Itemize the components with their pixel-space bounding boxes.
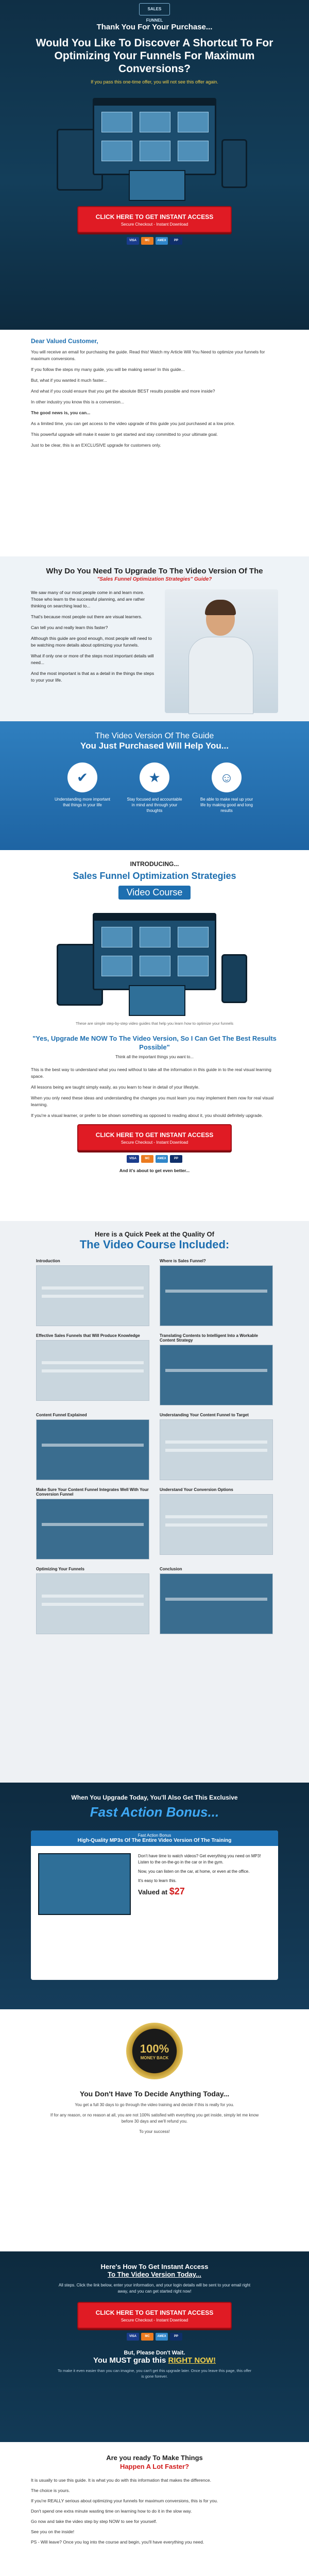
bonus-pre-title: When You Upgrade Today, You'll Also Get This Exclusive (71, 1794, 238, 1801)
video-preview-tile (160, 1487, 273, 1560)
visa-card-icon: VISA (127, 1155, 139, 1163)
bonus-section (0, 1783, 309, 2009)
urgency-headline-b: RIGHT NOW! (168, 2356, 216, 2365)
video-preview-tile (36, 1333, 149, 1405)
bonus-paragraph: Now, you can listen on the car, at home, or even at the office. (138, 1869, 250, 1874)
bonus-value (138, 1888, 267, 1895)
introducing-label: INTRODUCING... (130, 860, 179, 868)
bonus-mp3-image (38, 1853, 131, 1915)
intro-paragraph: This is the best way to understand what you need without to take all the information in this guide in to the real visual learning space. (31, 1067, 271, 1079)
letter-paragraph: And what if you could ensure that you get the absolute BEST results possible and more inside? (31, 388, 215, 394)
video-thumbnail (160, 1573, 273, 1634)
product-mockup-image (57, 93, 252, 206)
guarantee-paragraph: You get a full 30 days to go through the video training and decide if this is really for you. (75, 2103, 234, 2107)
mastercard-icon: MC (141, 1155, 153, 1163)
benefit-item (198, 762, 255, 814)
why-paragraph: What if only one or more of the steps most important details will need... (31, 653, 154, 665)
steps-text: All steps. Click the link below, enter your information, and your login details will be sent to your email right away, and you can get started right now! (58, 2283, 251, 2294)
monitor-mockup (93, 98, 216, 175)
payment-cards (118, 2333, 191, 2341)
intro-paragraph: If you're a visual learner, or prefer to be shown something as opposed to reading about it, you should definitely upgrade. (31, 1113, 263, 1118)
ready-paragraph: It is usually to use this guide. It is what you do with this information that makes the difference. (31, 2478, 211, 2483)
benefits-subtitle: You Just Purchased Will Help You... (80, 741, 229, 751)
letter-paragraph: In other industry you know this is a conversion... (31, 399, 124, 404)
tile-title: Where is Sales Funnel? (160, 1259, 206, 1263)
video-thumbnail (160, 1419, 273, 1480)
ready-paragraph: The choice is yours. (31, 2488, 70, 2493)
mastercard-icon: MC (141, 2333, 153, 2341)
intro-paragraph: When you only need these ideas and understanding the changes you must learn you may implement them now for real visual learning. (31, 1095, 274, 1107)
ready-paragraph: PS - Will leave? Once you log into the course and begin, you'll have everything you need. (31, 2539, 204, 2545)
why-text-column (31, 589, 154, 713)
bonus-box (31, 1831, 278, 1980)
bonus-box-header (31, 1831, 278, 1846)
why-paragraph: We saw many of our most people come in and learn more. Those who learn to the successful planning, and are rather thinking on searching lead to... (31, 590, 145, 608)
video-preview-tile (160, 1567, 273, 1634)
tile-title: Conclusion (160, 1567, 182, 1571)
ready-paragraph: Go now and take the video step by step NOW to see for yourself. (31, 2519, 157, 2524)
paypal-icon: PP (170, 1155, 182, 1163)
steps-cta-sublabel: Secure Checkout - Instant Download (121, 2318, 188, 2323)
video-preview-tile (160, 1259, 273, 1326)
product-title: Sales Funnel Optimization Strategies (73, 871, 236, 881)
checkmark-icon: ✔ (67, 762, 97, 792)
intro-after-text: And it's about to get even better... (119, 1168, 190, 1173)
star-icon: ★ (140, 762, 169, 792)
presenter-photo (165, 589, 278, 713)
bonus-value-label: Valued at (138, 1888, 168, 1896)
bonus-box-title: High-Quality MP3s Of The Entire Video Version Of The Training (77, 1838, 232, 1843)
why-paragraph: Although this guide are good enough, most people will need to be watching more details about optimizing your funnels. (31, 636, 152, 648)
seal-percent: 100% (140, 2042, 169, 2055)
bonus-value-amount: $27 (169, 1886, 185, 1896)
video-preview-tile (36, 1413, 149, 1480)
amex-card-icon: AMEX (156, 237, 168, 245)
benefit-item (126, 762, 183, 814)
steps-title (0, 2263, 309, 2278)
smile-icon: ☺ (212, 762, 242, 792)
upgrade-quote-sub: Think all the important things you want to... (115, 1055, 194, 1059)
intro-cta-button[interactable] (77, 1124, 232, 1151)
hero-pre-headline: Thank You For Your Purchase... (96, 23, 213, 31)
access-steps-section (0, 2251, 309, 2442)
brand-logo: SALES FUNNEL (139, 3, 170, 15)
urgency-fine-print: To make it even easier than you can imagine, you can't get this upgrade later. Once you leave this page, this offer is gone forever. (57, 2368, 252, 2379)
guarantee-title: You Don't Have To Decide Anything Today... (79, 2090, 230, 2098)
hero-subheadline: If you pass this one-time offer, you will not see this offer again. (91, 79, 218, 84)
guarantee-paragraph: If for any reason, or no reason at all, you are not 100% satisfied with everything you get inside, simply let me know before 30 days and we'll refund you. (50, 2113, 259, 2124)
hero-headline: Would You Like To Discover A Shortcut To For Optimizing Your Funnels For Maximum Conversions? (36, 37, 273, 75)
video-thumbnail (36, 1340, 149, 1401)
urgency-warning: But, Please Don't Wait. (124, 2350, 185, 2356)
paypal-icon: PP (170, 237, 182, 245)
benefit-text: Be able to make real up your life by making good and long results (200, 797, 253, 813)
video-thumbnail (36, 1419, 149, 1480)
amex-card-icon: AMEX (156, 2333, 168, 2341)
mastercard-icon: MC (141, 237, 153, 245)
ready-paragraph: If you're REALLY serious about optimizing your funnels for maximum conversions, this is for you. (31, 2498, 218, 2503)
tile-title: Content Funnel Explained (36, 1413, 87, 1417)
tile-title: Understand Your Conversion Options (160, 1487, 233, 1492)
hero-cta-button[interactable] (77, 206, 232, 233)
tile-title: Understanding Your Content Funnel to Target (160, 1413, 249, 1417)
tile-title: Translating Contents to Intelligent Into a Workable Content Strategy (160, 1333, 258, 1343)
ready-paragraph: See you on the inside! (31, 2529, 75, 2534)
letter-paragraph: The good news is, you can... (31, 410, 91, 415)
video-preview-tile (160, 1413, 273, 1480)
course-preview-section (0, 1221, 309, 1783)
why-paragraph: Can tell you and really learn this faster? (31, 625, 108, 630)
benefits-section (0, 721, 309, 850)
why-subtitle: "Sales Funnel Optimization Strategies" Guide? (97, 577, 212, 582)
tile-title: Optimizing Your Funnels (36, 1567, 84, 1571)
amex-card-icon: AMEX (156, 1155, 168, 1163)
ready-title (31, 2453, 278, 2471)
letter-paragraph: As a limited time, you can get access to the video upgrade of this guide you just purchased at a low price. (31, 421, 235, 426)
bonus-title: Fast Action Bonus... (90, 1804, 219, 1820)
visa-card-icon: VISA (127, 2333, 139, 2341)
video-preview-tile (160, 1333, 273, 1405)
tile-title: Make Sure Your Content Funnel Integrates Well With Your Conversion Funnel (36, 1487, 149, 1497)
letter-paragraph: This powerful upgrade will make it easier to get started and stay committed to your ultimate goal. (31, 432, 218, 437)
video-thumbnail (160, 1345, 273, 1405)
money-back-seal-icon (126, 2023, 183, 2079)
video-thumbnail (160, 1265, 273, 1326)
hero-section (0, 0, 309, 330)
video-thumbnail (160, 1494, 273, 1555)
video-thumbnail (36, 1499, 149, 1560)
benefits-title: The Video Version Of The Guide (95, 732, 214, 740)
urgency-headline (0, 2356, 309, 2365)
video-course-mockup (57, 908, 252, 1021)
mockup-caption: These are simple step-by-step video guides that help you learn how to optimize your funnels (75, 1021, 233, 1026)
why-paragraph: That's because most people out there are visual learners. (31, 614, 143, 619)
letter-paragraph: Just to be clear, this is an EXCLUSIVE upgrade for customers only. (31, 443, 161, 448)
letter-greeting: Dear Valued Customer, (31, 337, 98, 345)
video-thumbnail (36, 1265, 149, 1326)
preview-title-small: Here is a Quick Peek at the Quality Of (95, 1230, 214, 1238)
video-course-badge: Video Course (118, 886, 191, 900)
visa-card-icon: VISA (127, 237, 139, 245)
benefit-item (54, 762, 111, 814)
ready-section (0, 2442, 309, 2576)
hero-cta-label: CLICK HERE TO GET INSTANT ACCESS (95, 213, 214, 221)
introducing-section (0, 850, 309, 1221)
ready-title-b: Happen A Lot Faster? (119, 2463, 190, 2470)
steps-cta-button[interactable] (77, 2302, 232, 2329)
phone-mockup (221, 139, 247, 188)
intro-cta-sublabel: Secure Checkout - Instant Download (121, 1140, 188, 1145)
benefit-text: Understanding more important that things in your life (54, 797, 111, 807)
ready-title-a: Are you ready To Make Things (106, 2454, 203, 2462)
video-preview-tile (36, 1487, 149, 1560)
box-mockup (129, 170, 185, 201)
why-title: Why Do You Need To Upgrade To The Video Version Of The (46, 567, 263, 575)
intro-cta-label: CLICK HERE TO GET INSTANT ACCESS (95, 1131, 214, 1139)
letter-paragraph: But, what if you wanted it much faster... (31, 378, 107, 383)
bonus-paragraph: Don't have time to watch videos? Get everything you need on MP3! Listen to the on-the-go in the car or in the gym. (138, 1854, 261, 1865)
intro-paragraph: All lessons being are taught simply easily, as you learn to hear in detail of your lifestyle. (31, 1084, 200, 1090)
steps-title-b: To The Video Version Today... (108, 2270, 201, 2278)
tile-title: Introduction (36, 1259, 60, 1263)
upgrade-quote: "Yes, Upgrade Me NOW To The Video Version, So I Can Get The Best Results Possible" (32, 1035, 277, 1051)
steps-cta-label: CLICK HERE TO GET INSTANT ACCESS (95, 2309, 214, 2316)
urgency-headline-a: You MUST grab this (93, 2356, 166, 2365)
guarantee-section (0, 2009, 309, 2251)
payment-cards (118, 237, 191, 245)
sales-letter-section (0, 330, 309, 556)
seal-label: MONEY BACK (140, 2055, 169, 2060)
steps-title-a: Here's How To Get Instant Access (100, 2263, 209, 2270)
bonus-box-label: Fast Action Bonus (138, 1833, 171, 1838)
ready-paragraph: Don't spend one extra minute wasting time on learning how to do it in the slow way. (31, 2509, 192, 2514)
guarantee-signature: To your success! (139, 2129, 170, 2134)
why-upgrade-section (0, 556, 309, 721)
video-thumbnail (36, 1573, 149, 1634)
why-paragraph: And the most important is that as a detail in the things the steps to your your life. (31, 671, 154, 683)
letter-paragraph: If you follow the steps my many guide, you will be making sense! In this guide... (31, 367, 185, 372)
hero-cta-sublabel: Secure Checkout - Instant Download (121, 222, 188, 227)
preview-title-big: The Video Course Included: (79, 1238, 230, 1251)
payment-cards (118, 1155, 191, 1163)
video-preview-tile (36, 1567, 149, 1634)
benefit-text: Stay focused and accountable in mind and through your thoughts (127, 797, 182, 813)
paypal-icon: PP (170, 2333, 182, 2341)
letter-paragraph: You will receive an email for purchasing the guide. Read this! Watch my Article Will You Need to optimize your funnels for maximum conversions. (31, 349, 265, 361)
video-preview-tile (36, 1259, 149, 1326)
bonus-paragraph: It's easy to learn this. (138, 1878, 177, 1883)
tile-title: Effective Sales Funnels that Will Produce Knowledge (36, 1333, 140, 1338)
